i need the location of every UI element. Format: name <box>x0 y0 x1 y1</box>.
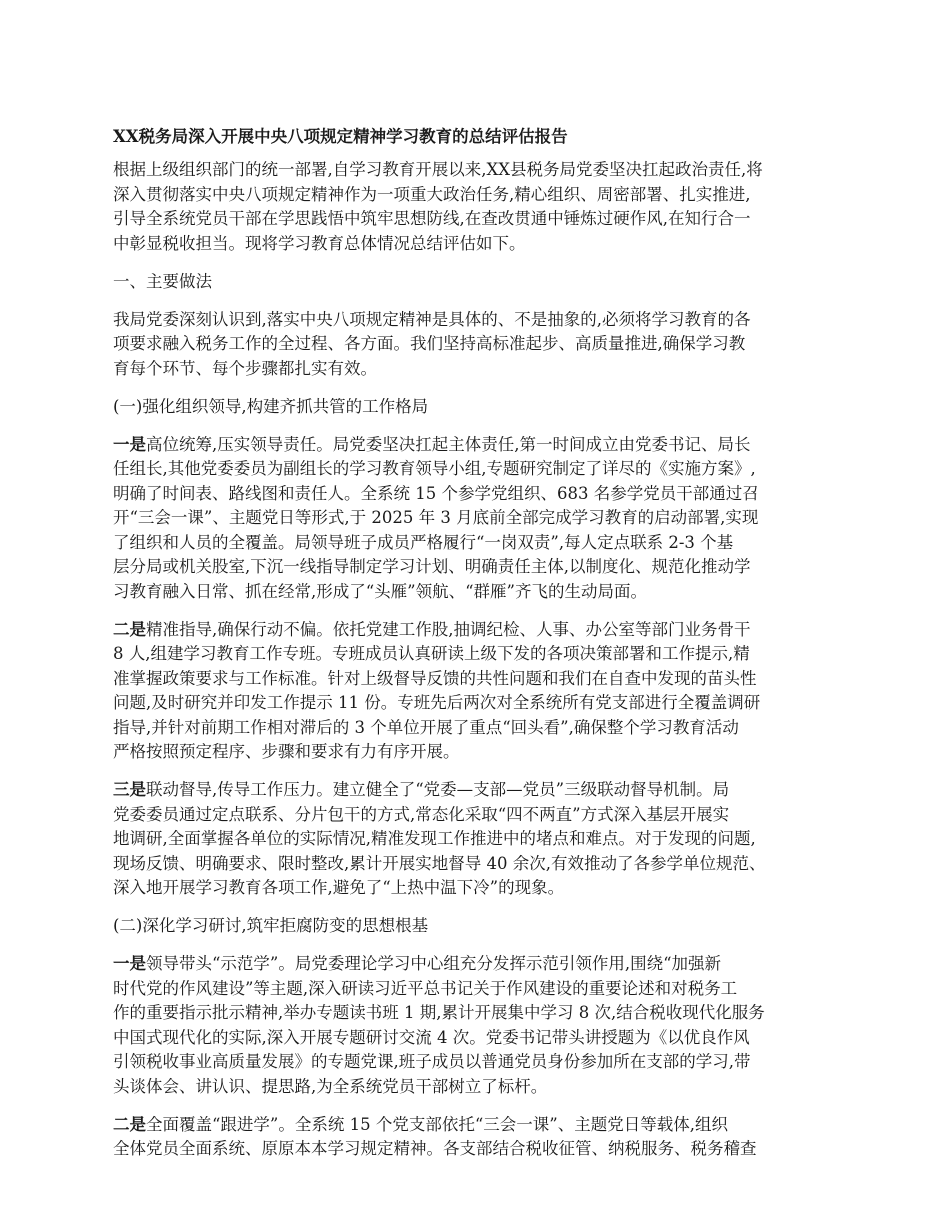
document <box>113 125 843 1175</box>
line-text: 深入地开展学习教育各项工作,避免了“上热中温下冷”的现象。 <box>113 878 565 897</box>
line-text: 引导全系统党员干部在学思践悟中筑牢思想防线,在查改贯通中锤炼过硬作风,在知行合一 <box>113 209 751 228</box>
line-text: 作的重要指示批示精神,举办专题读书班 1 期,累计开展集中学习 8 次,结合税收现代化服务 <box>113 1003 765 1022</box>
line-text: (一)强化组织领导,构建齐抓共管的工作格局 <box>113 396 429 416</box>
text-line <box>113 270 843 295</box>
line-text: 问题,及时研究并印发工作提示 11 份。专班先后两次对全系统所有党支部进行全覆盖调研 <box>113 693 761 712</box>
text-line <box>113 580 843 605</box>
line-text: 准掌握政策要求与工作标准。针对上级督导反馈的共性问题和我们在自查中发现的苗头性 <box>113 668 757 688</box>
text-line <box>113 308 843 333</box>
bold-lead: 三是 <box>113 780 146 799</box>
paragraph <box>113 1113 843 1162</box>
text-line <box>113 555 843 580</box>
line-text: 层分局或机关股室,下沉一线指导制定学习计划、明确责任主体,以制度化、规范化推动学 <box>113 557 751 576</box>
bold-lead: 一是 <box>113 954 146 973</box>
line-text: 深入贯彻落实中央八项规定精神作为一项重大政治任务,精心组织、周密部署、扎实推进, <box>113 184 751 204</box>
line-text: 严格按照预定程序、步骤和要求有力有序开展。 <box>113 742 460 761</box>
line-text: 中彰显税收担当。现将学习教育总体情况总结评估如下。 <box>113 233 526 253</box>
paragraph <box>113 914 843 939</box>
text-line <box>113 691 843 716</box>
text-line <box>113 506 843 531</box>
paragraph <box>113 433 843 605</box>
text-line <box>113 740 843 765</box>
line-text: 8 人,组建学习教育工作专班。专班成员认真研读上级下发的各项决策部署和工作提示,精 <box>113 644 750 663</box>
text-line <box>113 952 843 977</box>
line-text: 我局党委深刻认识到,落实中央八项规定精神是具体的、不是抽象的,必须将学习教育的各 <box>113 309 751 329</box>
line-text: 联动督导,传导工作压力。建立健全了“党委—支部—党员”三级联动督导机制。局 <box>146 780 730 799</box>
text-line <box>113 395 843 420</box>
line-text: 项要求融入税务工作的全过程、各方面。我们坚持高标准起步、高质量推进,确保学习教 <box>113 334 746 353</box>
paragraph <box>113 395 843 420</box>
line-text: 一、主要做法 <box>113 271 212 291</box>
line-text: 现场反馈、明确要求、限时整改,累计开展实地督导 40 余次,有效推动了各参学单位规范、 <box>113 853 766 873</box>
paragraph <box>113 778 843 901</box>
paragraph <box>113 952 843 1099</box>
text-line <box>113 531 843 556</box>
paragraph <box>113 618 843 765</box>
line-text: 育每个环节、每个步骤都扎实有效。 <box>113 358 377 378</box>
text-line <box>113 158 843 183</box>
text-line <box>113 482 843 507</box>
text-line <box>113 1001 843 1026</box>
line-text: 任组长,其他党委委员为副组长的学习教育领导小组,专题研究制定了详尽的《实施方案》, <box>113 459 756 478</box>
text-line <box>113 852 843 877</box>
line-text: 头谈体会、讲认识、提思路,为全系统党员干部树立了标杆。 <box>113 1076 548 1096</box>
line-text: 开“三会一课”、主题党日等形式,于 2025 年 3 月底前全部完成学习教育的启动部署,实现 <box>113 508 759 527</box>
text-line <box>113 827 843 852</box>
line-text: 指导,并针对前期工作相对滞后的 3 个单位开展了重点“回头看”,确保整个学习教育活动 <box>113 717 739 737</box>
text-line <box>113 457 843 482</box>
bold-lead: 二是 <box>113 1114 146 1134</box>
line-text: 明确了时间表、路线图和责任人。全系统 15 个参学党组织、683 名参学党员干部通过召 <box>113 483 759 503</box>
text-line <box>113 433 843 458</box>
text-line <box>113 207 843 232</box>
line-text: 引领税收事业高质量发展》的专题党课,班子成员以普通党员身份参加所在支部的学习,带 <box>113 1052 751 1071</box>
line-text: 全面覆盖“跟进学”。全系统 15 个党支部依托“三会一课”、主题党日等载体,组织 <box>146 1114 728 1134</box>
text-line <box>113 357 843 382</box>
line-text: 地调研,全面掌握各单位的实际情况,精准发现工作推进中的堵点和难点。对于发现的问题, <box>113 829 756 848</box>
text-line <box>113 1050 843 1075</box>
text-line <box>113 642 843 667</box>
text-line <box>113 1026 843 1051</box>
line-text: 中国式现代化的实际,深入开展专题研讨交流 4 次。党委书记带头讲授题为《以优良作风 <box>113 1027 750 1047</box>
text-line <box>113 914 843 939</box>
paragraph <box>113 158 843 256</box>
text-line <box>113 778 843 803</box>
text-line <box>113 183 843 208</box>
text-line <box>113 1113 843 1138</box>
text-line <box>113 803 843 828</box>
text-line <box>113 667 843 692</box>
text-line <box>113 1075 843 1100</box>
line-text: 党委委员通过定点联系、分片包干的方式,常态化采取“四不两直”方式深入基层开展实 <box>113 804 730 824</box>
text-line <box>113 332 843 357</box>
text-line <box>113 716 843 741</box>
text-line <box>113 977 843 1002</box>
line-text: 根据上级组织部门的统一部署,自学习教育开展以来,XX县税务局党委坚决扛起政治责任,将 <box>113 160 763 179</box>
document-body <box>113 158 843 1162</box>
line-text: 全体党员全面系统、原原本本学习规定精神。各支部结合税收征管、纳税服务、税务稽查 <box>113 1139 757 1158</box>
line-text: 了组织和人员的全覆盖。局领导班子成员严格履行“一岗双责”,每人定点联系 2-3 个基 <box>113 532 734 552</box>
line-text: 时代党的作风建设”等主题,深入研读习近平总书记关于作风建设的重要论述和对税务工 <box>113 978 738 998</box>
bold-lead: 二是 <box>113 619 146 639</box>
document-title: XX税务局深入开展中央八项规定精神学习教育的总结评估报告 <box>113 127 568 146</box>
line-text: 习教育融入日常、抓在经常,形成了“头雁”领航、“群雁”齐飞的生动局面。 <box>113 581 647 601</box>
text-line <box>113 1137 843 1162</box>
paragraph <box>113 308 843 382</box>
text-line <box>113 232 843 257</box>
paragraph <box>113 270 843 295</box>
text-line <box>113 618 843 643</box>
text-line <box>113 876 843 901</box>
line-text: 高位统筹,压实领导责任。局党委坚决扛起主体责任,第一时间成立由党委书记、局长 <box>146 434 751 454</box>
line-text: 领导带头“示范学”。局党委理论学习中心组充分发挥示范引领作用,围绕“加强新 <box>146 954 722 973</box>
line-text: 精准指导,确保行动不偏。依托党建工作股,抽调纪检、人事、办公室等部门业务骨干 <box>146 619 751 639</box>
bold-lead: 一是 <box>113 434 146 454</box>
line-text: (二)深化学习研讨,筑牢拒腐防变的思想根基 <box>113 916 429 935</box>
